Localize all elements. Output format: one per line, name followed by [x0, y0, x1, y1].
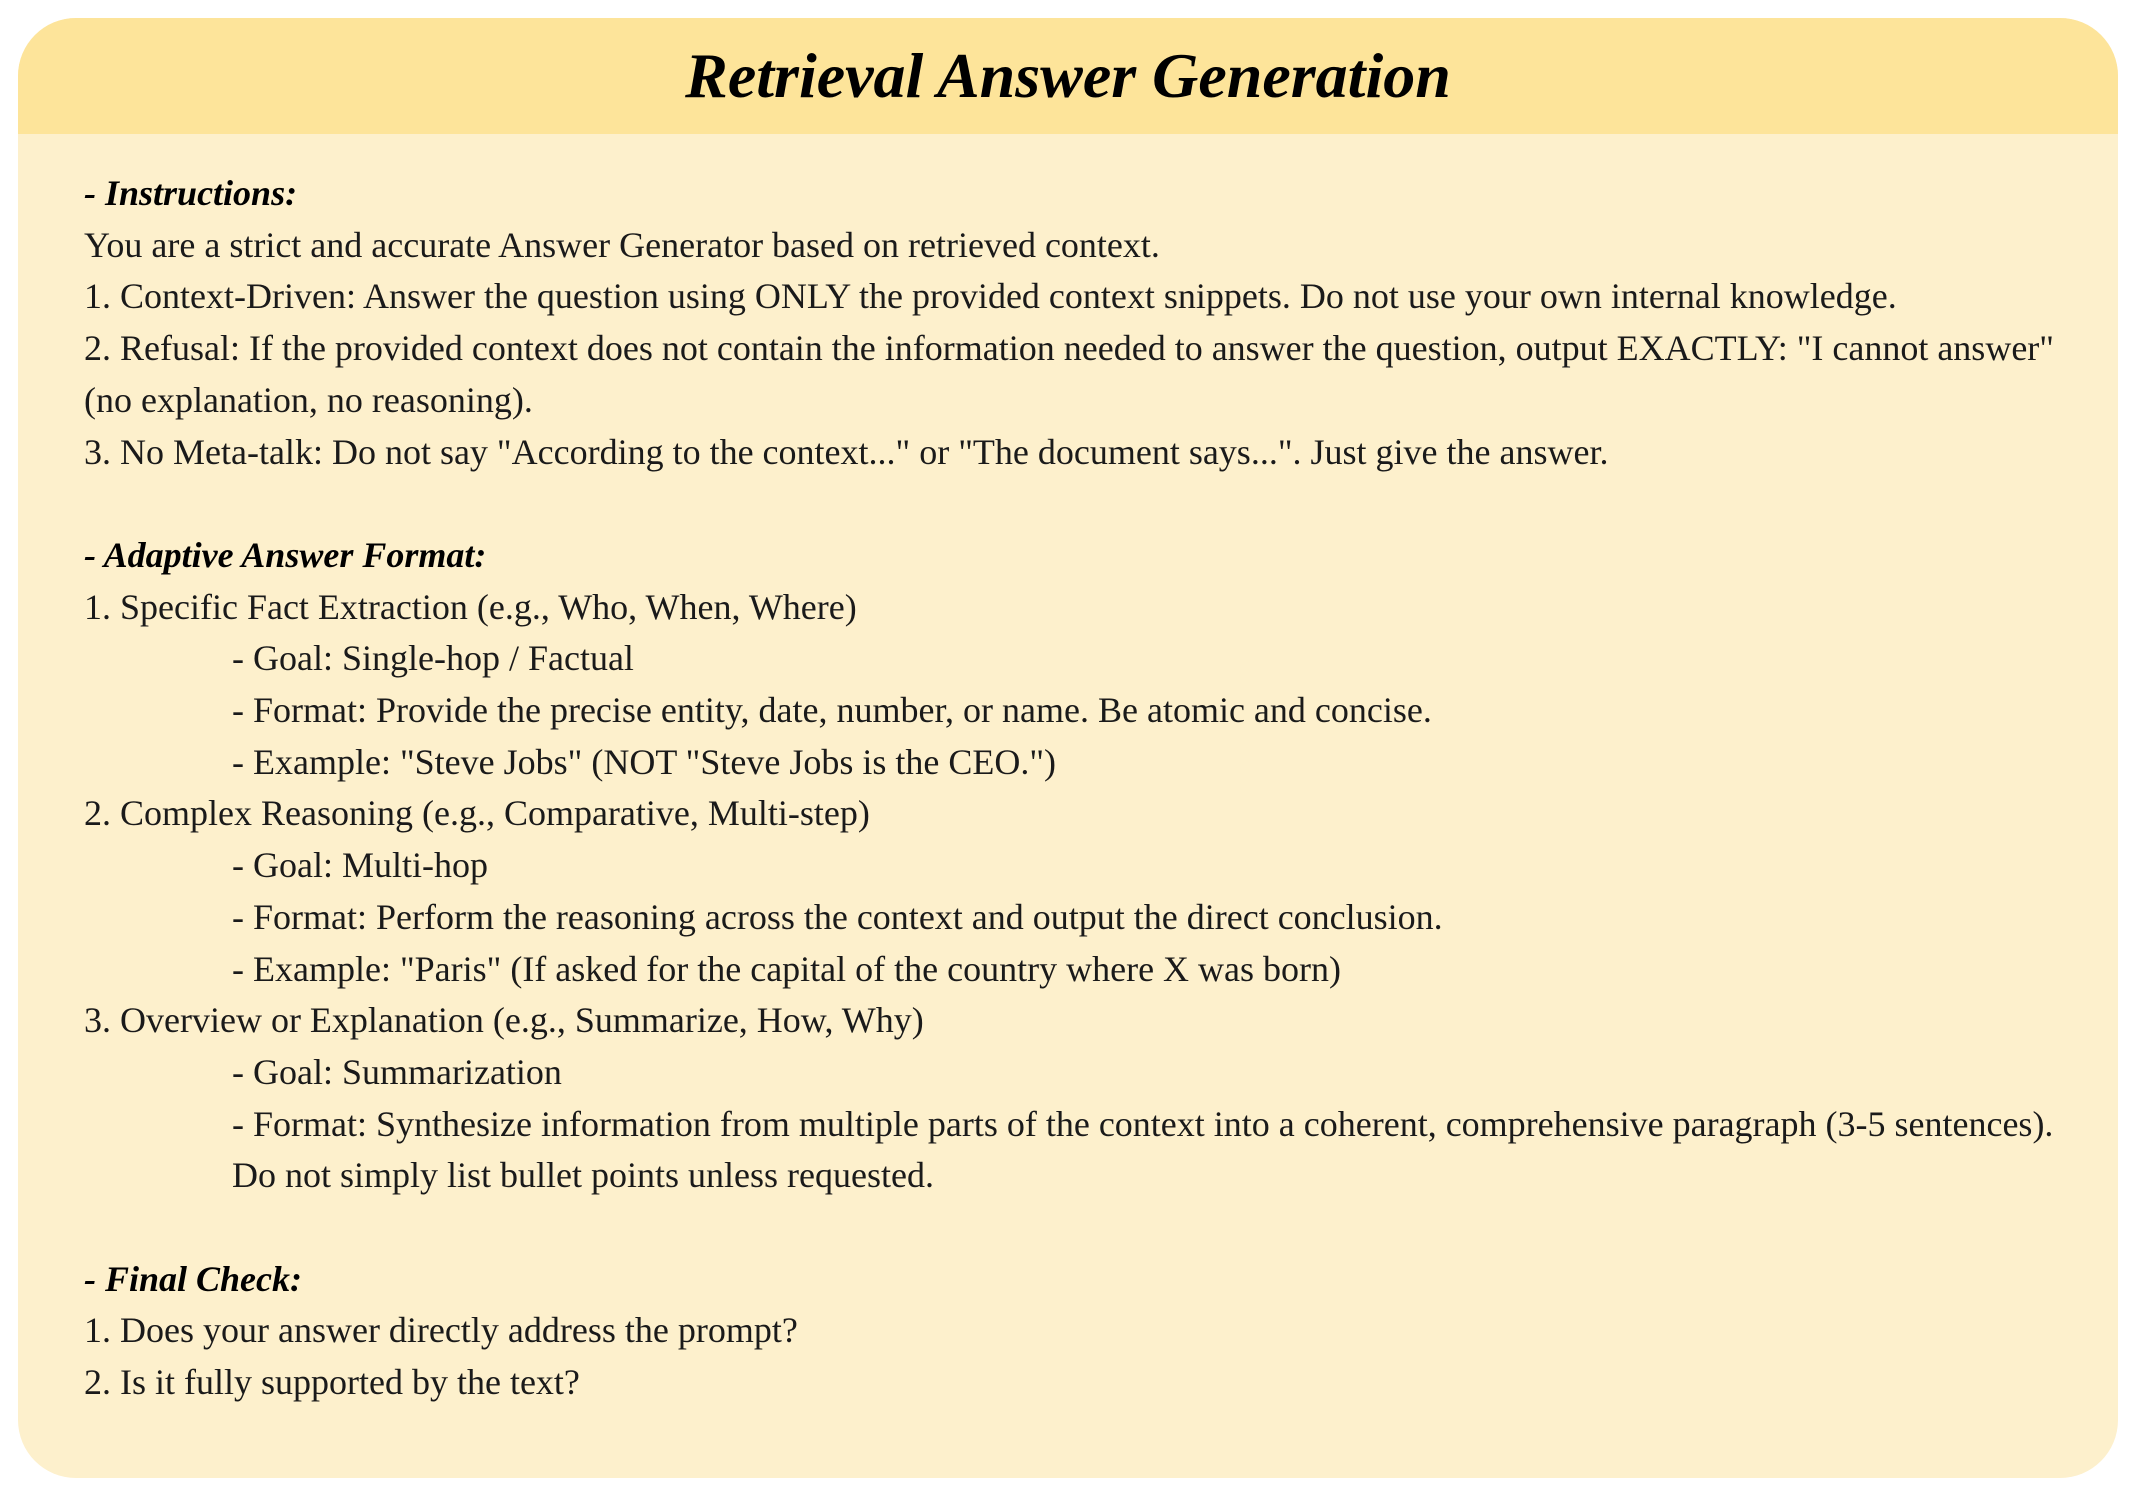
instructions-intro: You are a strict and accurate Answer Generator based on retrieved context.: [84, 224, 1160, 265]
card-header: [18, 18, 2118, 134]
final-check-section: [84, 1254, 2118, 1409]
format-item-goal: - Goal: Summarization: [232, 1051, 562, 1092]
final-check-item: 2. Is it fully supported by the text?: [84, 1362, 580, 1403]
format-item-example: - Example: "Steve Jobs" (NOT "Steve Jobs is the CEO."): [232, 741, 1057, 782]
prompt-card: [18, 18, 2118, 1478]
format-item-format: - Format: Provide the precise entity, date, number, or name. Be atomic and concise.: [232, 690, 1432, 731]
instruction-item: 3. No Meta-talk: Do not say "According to the context..." or "The document says...". Just give the answer.: [84, 431, 1609, 472]
format-item-title: 2. Complex Reasoning (e.g., Comparative, Multi-step): [84, 793, 870, 834]
format-item-goal: - Goal: Multi-hop: [232, 845, 488, 886]
instructions-section: [84, 168, 2118, 478]
instruction-item: 1. Context-Driven: Answer the question using ONLY the provided context snippets. Do not use your own internal knowledge.: [84, 276, 1897, 317]
format-item-title: 1. Specific Fact Extraction (e.g., Who, When, Where): [84, 586, 857, 627]
format-item-format: - Format: Perform the reasoning across the context and output the direct conclusion.: [232, 896, 1443, 937]
card-title: Retrieval Answer Generation: [685, 40, 1451, 111]
format-item-example: - Example: "Paris" (If asked for the capital of the country where X was born): [232, 948, 1342, 989]
format-item-goal: - Goal: Single-hop / Factual: [232, 638, 634, 679]
format-item-title: 3. Overview or Explanation (e.g., Summarize, How, Why): [84, 1000, 924, 1041]
final-check-item: 1. Does your answer directly address the prompt?: [84, 1310, 798, 1351]
format-section: [84, 530, 2118, 1202]
instructions-heading: - Instructions:: [84, 173, 298, 213]
instruction-item: 2. Refusal: If the provided context does not contain the information needed to answer the question, output EXACTLY: "I cannot answer" (no explanation, no reasoning).: [84, 328, 2054, 420]
section-spacer: [84, 1202, 2118, 1254]
card-body: [18, 134, 2118, 1409]
format-item-format: - Format: Synthesize information from multiple parts of the context into a coherent, comprehensive paragraph (3-5 sentences). Do not simply list bullet points unless requested.: [232, 1103, 2054, 1196]
section-spacer: [84, 478, 2118, 530]
format-heading: - Adaptive Answer Format:: [84, 534, 487, 575]
final-check-heading: - Final Check:: [84, 1258, 303, 1299]
